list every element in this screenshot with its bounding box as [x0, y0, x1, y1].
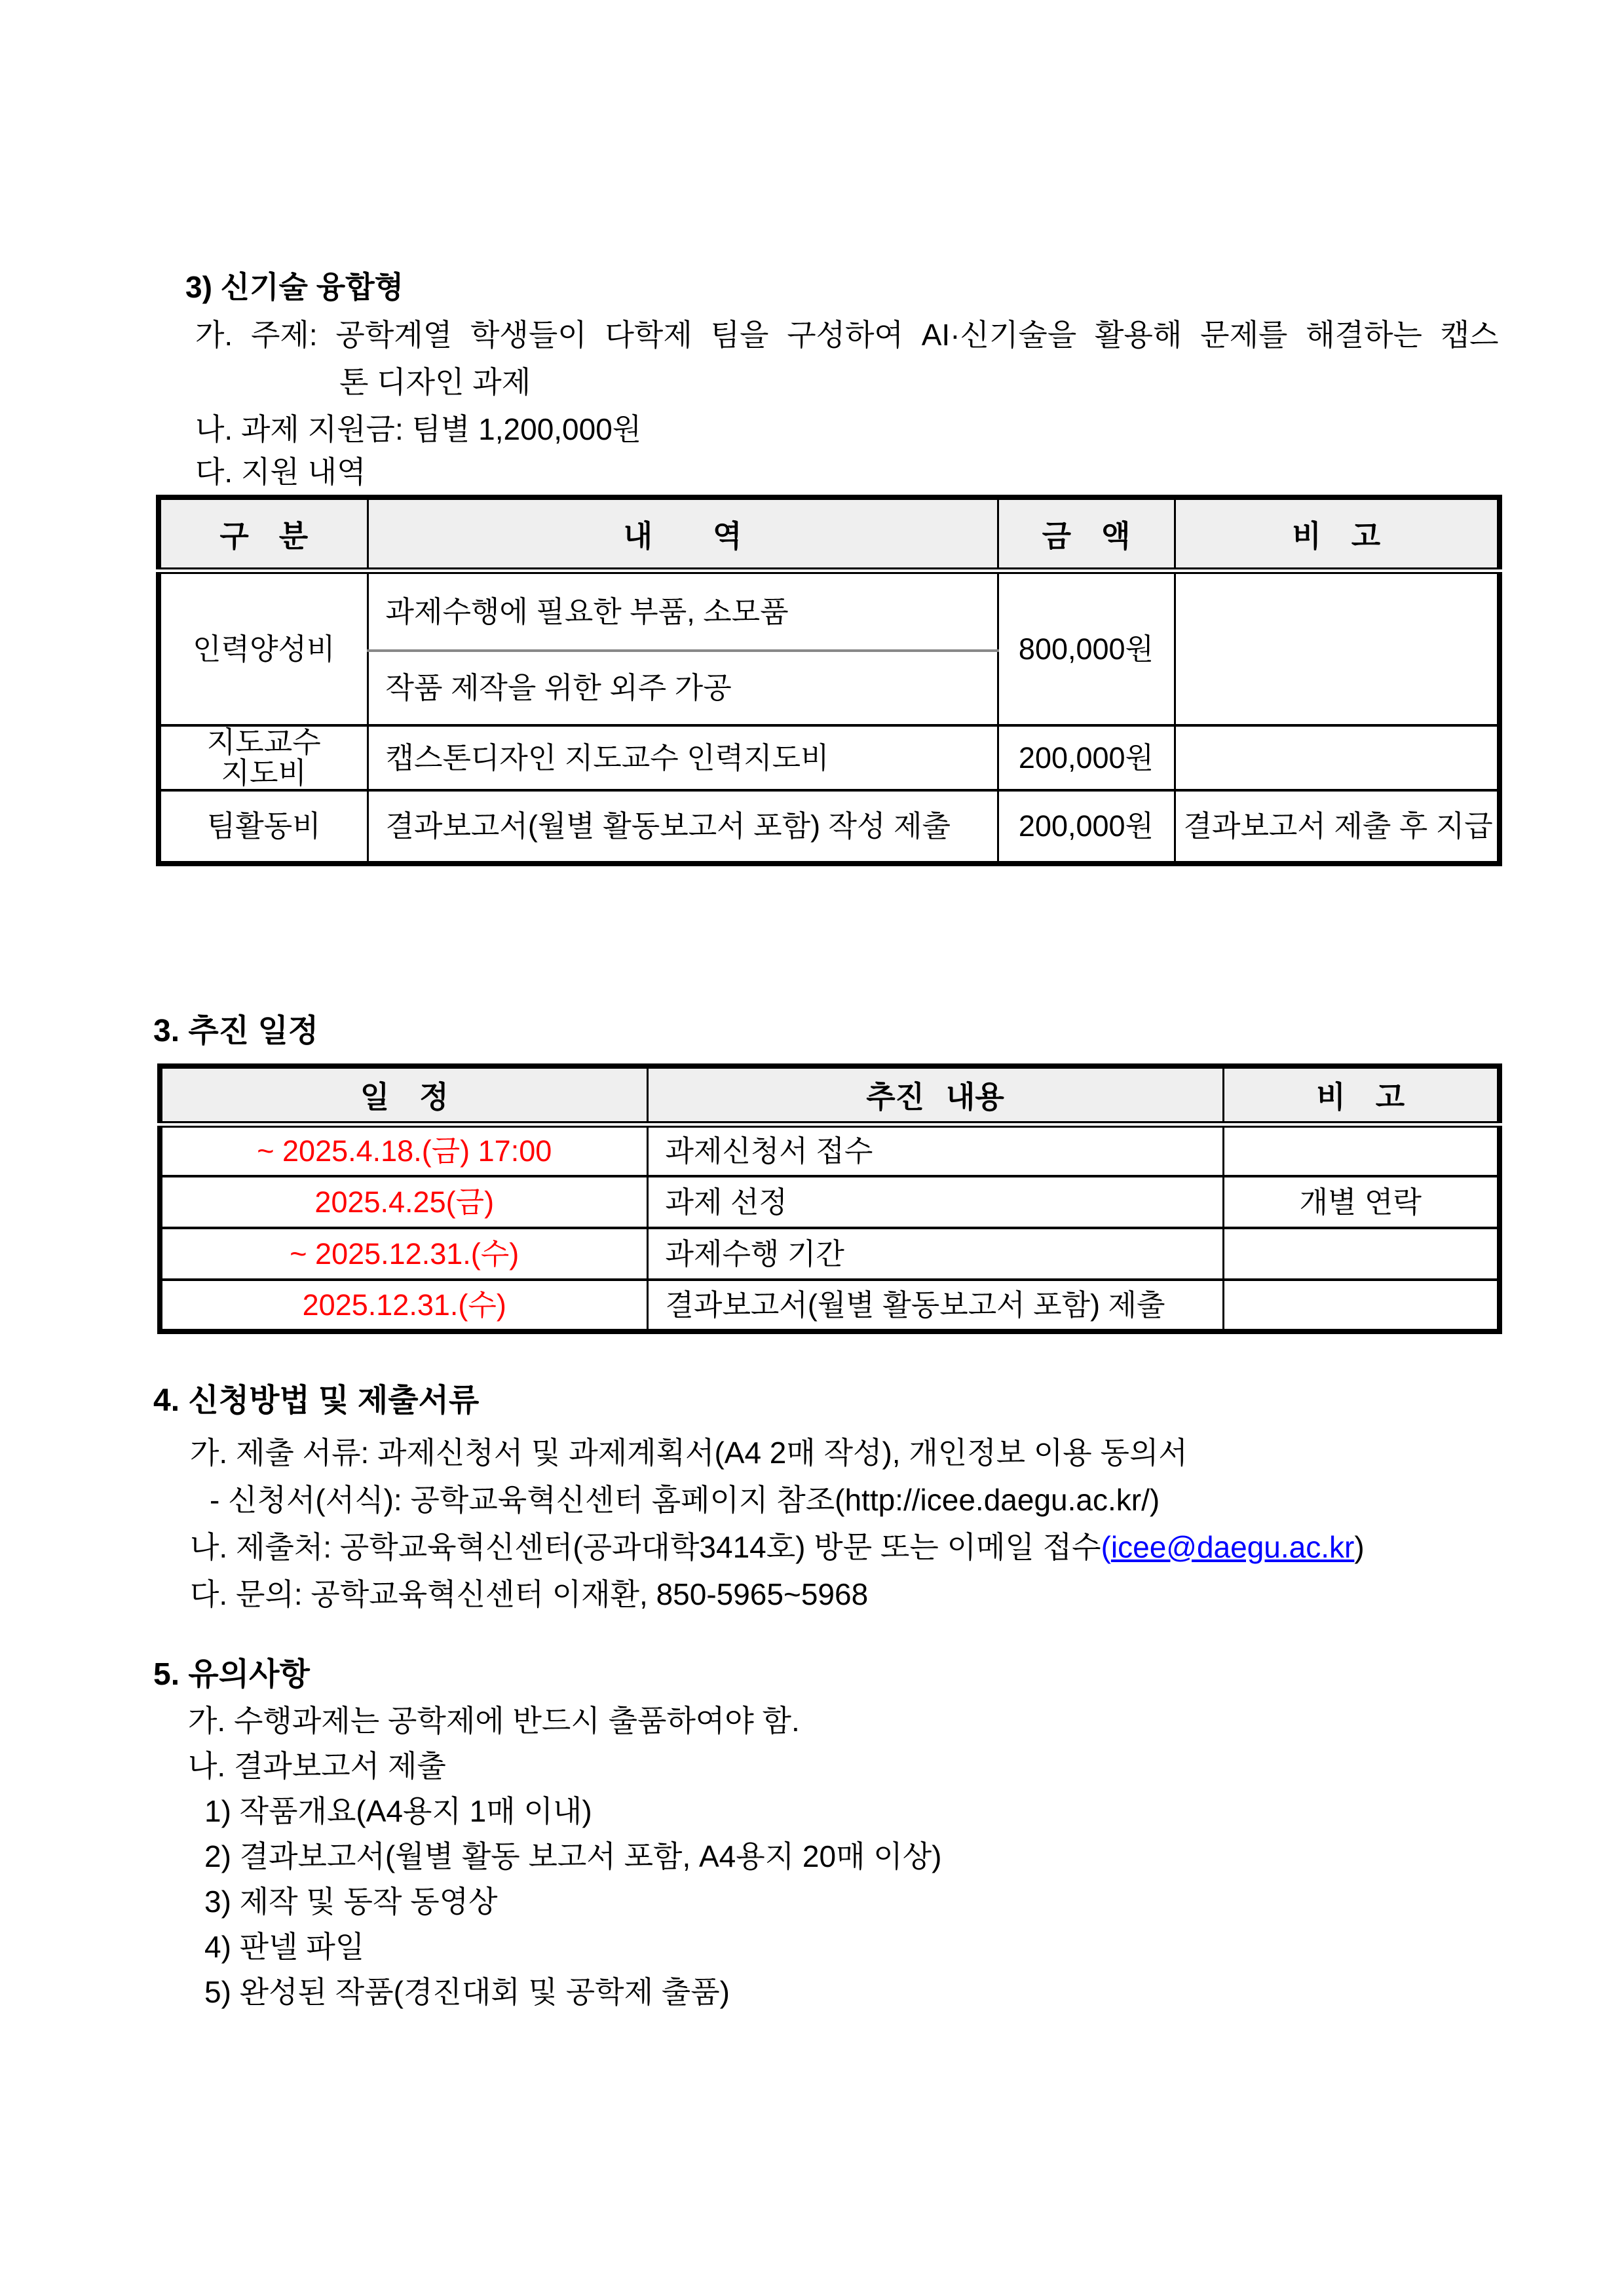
cell-item-outsourcing: 작품 제작을 위한 외주 가공	[368, 651, 998, 725]
cell-date: ~ 2025.12.31.(수)	[160, 1228, 647, 1280]
cell-amount: 800,000원	[998, 571, 1175, 725]
submission-place-text: 나. 제출처: 공학교육혁신센터(공과대학3414호) 방문 또는 이메일 접수	[190, 1530, 1101, 1564]
cell-content: 과제 선정	[647, 1176, 1223, 1228]
cell-item: 결과보고서(월별 활동보고서 포함) 작성 제출	[368, 790, 998, 864]
cell-amount: 200,000원	[998, 725, 1175, 790]
submission-docs-line: 가. 제출 서류: 과제신청서 및 과제계획서(A4 2매 작성), 개인정보 이용 동의서	[190, 1436, 1188, 1470]
grant-line: 나. 과제 지원금: 팀별 1,200,000원	[195, 412, 642, 446]
topic-line-2: 톤 디자인 과제	[339, 365, 531, 399]
note-line: 2) 결과보고서(월별 활동 보고서 포함, A4용지 20매 이상)	[204, 1839, 942, 1873]
advisor-category-line2: 지도비	[221, 756, 307, 790]
header-content: 추진 내용	[647, 1066, 1223, 1124]
cell-category: 팀활동비	[159, 790, 368, 864]
table-row	[159, 571, 1500, 651]
cell-amount: 200,000원	[998, 790, 1175, 864]
header-note: 비 고	[1223, 1066, 1500, 1124]
table-row	[159, 790, 1500, 864]
table-row	[160, 1228, 1500, 1280]
advisor-category-line1: 지도교수	[206, 725, 321, 759]
application-form-line: - 신청서(서식): 공학교육혁신센터 홈페이지 참조(http://icee.daegu.ac.kr/)	[210, 1483, 1160, 1517]
support-table	[156, 495, 1502, 866]
note-line: 5) 완성된 작품(경진대회 및 공학제 출품)	[204, 1975, 730, 2009]
submission-place-line	[190, 1531, 1365, 1564]
schedule-header-row	[160, 1066, 1500, 1124]
cell-note	[1175, 571, 1500, 725]
header-category: 구 분	[159, 497, 368, 571]
table-row	[160, 1176, 1500, 1228]
cell-note	[1223, 1228, 1500, 1280]
cell-content: 과제수행 기간	[647, 1228, 1223, 1280]
cell-note: 개별 연락	[1223, 1176, 1500, 1228]
subsection-heading-new-tech: 3) 신기술 융합형	[185, 270, 404, 304]
header-detail: 내 역	[368, 497, 998, 571]
note-line: 1) 작품개요(A4용지 1매 이내)	[204, 1794, 592, 1828]
contact-line: 다. 문의: 공학교육혁신센터 이재환, 850-5965~5968	[190, 1577, 869, 1611]
table-row	[160, 1124, 1500, 1176]
note-line: 4) 판넬 파일	[204, 1930, 365, 1964]
note-line: 나. 결과보고서 제출	[188, 1749, 446, 1783]
section-heading-notes: 5. 유의사항	[153, 1657, 310, 1692]
cell-content: 결과보고서(월별 활동보고서 포함) 제출	[647, 1280, 1223, 1331]
email-link[interactable]: icee@daegu.ac.kr	[1110, 1530, 1355, 1564]
cell-date: 2025.12.31.(수)	[160, 1280, 647, 1331]
support-table-header-row	[159, 497, 1500, 571]
cell-item-parts: 과제수행에 필요한 부품, 소모품	[368, 571, 998, 651]
cell-note	[1175, 725, 1500, 790]
table-row	[159, 725, 1500, 790]
cell-note	[1223, 1280, 1500, 1331]
note-line: 가. 수행과제는 공학제에 반드시 출품하여야 함.	[188, 1704, 800, 1738]
topic-line-1: 가. 주제: 공학계열 학생들이 다학제 팀을 구성하여 AI·신기술을 활용해 문제를 해결하는 캡스	[195, 318, 1499, 352]
section-heading-schedule: 3. 추진 일정	[153, 1014, 319, 1048]
open-paren: (	[1101, 1530, 1111, 1564]
note-payment-text: 결과보고서 제출 후 지급	[1183, 809, 1493, 843]
table-row	[160, 1280, 1500, 1331]
cell-date: ~ 2025.4.18.(금) 17:00	[160, 1124, 647, 1176]
cell-note	[1223, 1124, 1500, 1176]
section-heading-application: 4. 신청방법 및 제출서류	[153, 1383, 480, 1418]
cell-content: 과제신청서 접수	[647, 1124, 1223, 1176]
cell-item: 캡스톤디자인 지도교수 인력지도비	[368, 725, 998, 790]
cell-date: 2025.4.25(금)	[160, 1176, 647, 1228]
support-detail-label: 다. 지원 내역	[195, 455, 366, 489]
header-note: 비 고	[1175, 497, 1500, 571]
header-date: 일 정	[160, 1066, 647, 1124]
close-paren: )	[1354, 1530, 1365, 1564]
schedule-table	[157, 1063, 1502, 1334]
cell-category-advisor	[159, 725, 368, 790]
cell-category: 인력양성비	[159, 571, 368, 725]
cell-note-payment	[1175, 790, 1500, 864]
note-line: 3) 제작 및 동작 동영상	[204, 1885, 498, 1919]
header-amount: 금 액	[998, 497, 1175, 571]
